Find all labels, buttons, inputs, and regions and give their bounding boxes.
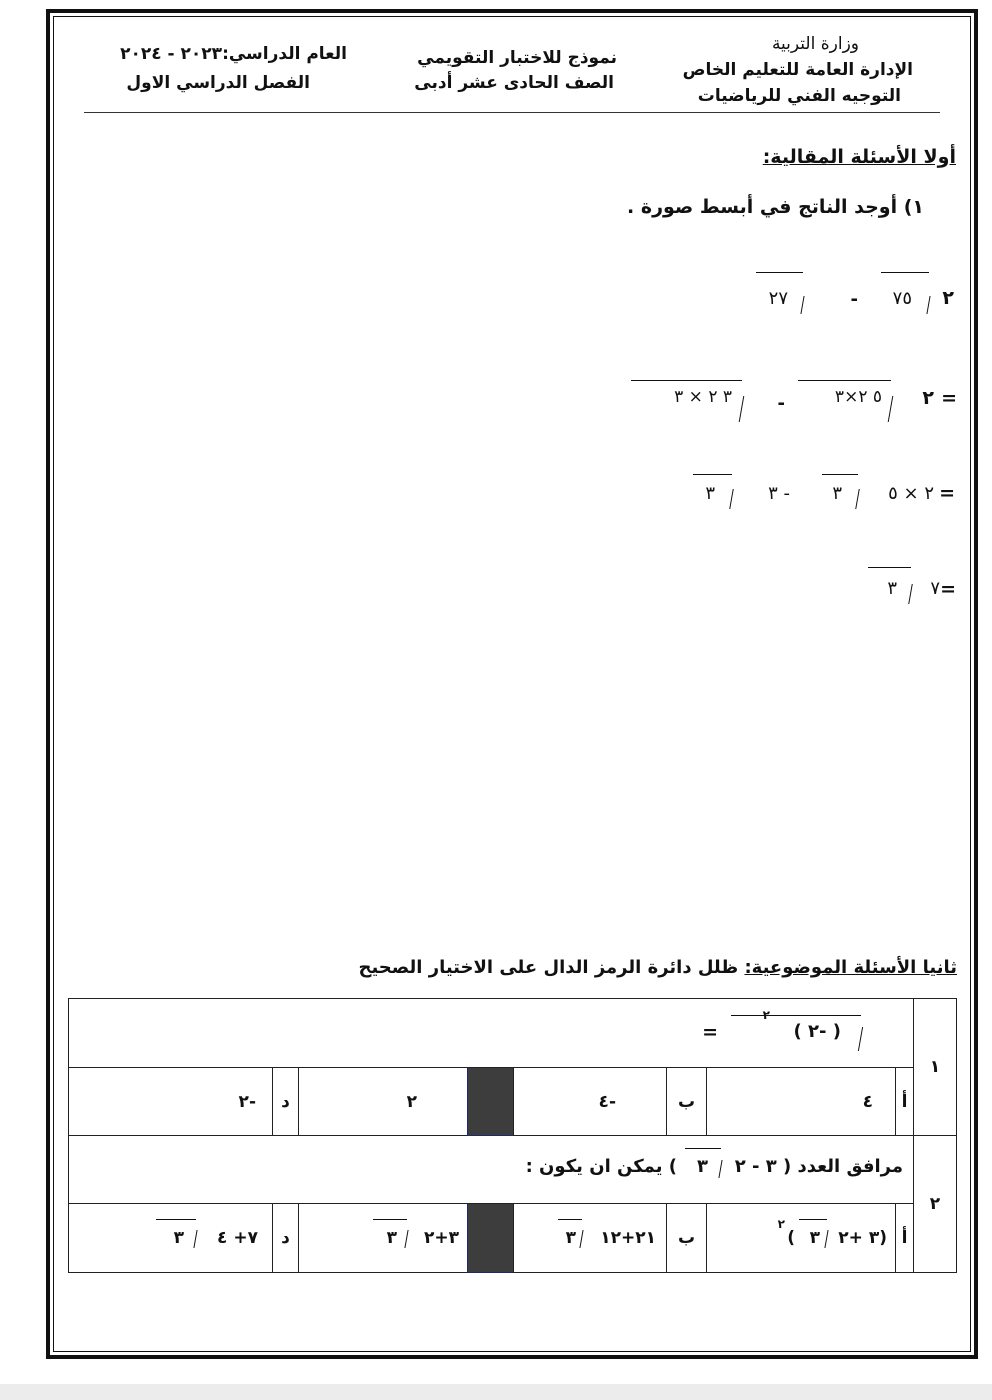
radical-sign-icon — [718, 1160, 722, 1178]
q2-number: ٢ — [914, 1136, 957, 1273]
q1-stem-eq: = — [702, 1021, 718, 1043]
objective-section-heading — [358, 959, 957, 977]
step3-coef: ٢ × ٥ — [888, 483, 934, 504]
q2-option-d-text: ٧+ ٤ — [217, 1228, 258, 1248]
radical-sign-icon — [579, 1230, 583, 1248]
step1-coef: ٢ — [942, 287, 954, 309]
q2-stem-rad: ٣ — [697, 1156, 708, 1177]
mcq-table — [68, 998, 957, 1273]
radical-bar — [822, 474, 858, 475]
q2-stem-post: ) يمكن ان يكون : — [525, 1156, 677, 1177]
q1-number: ١ — [914, 999, 957, 1136]
q2-option-a-rad: ٣ — [809, 1228, 820, 1248]
step3-eq: = — [939, 482, 955, 504]
step4-eq: = — [940, 578, 956, 600]
essay-section-title: أولا الأسئلة المقالية: — [762, 146, 956, 168]
q2-option-b[interactable] — [514, 1204, 667, 1273]
grade-label: الصف الحادى عشر أدبى — [414, 73, 614, 93]
exam-title: نموذج للاختبار التقويمي — [417, 48, 617, 68]
step2-rad2: ٣ ٢ × ٣ — [674, 387, 732, 407]
step1-rad2: ٢٧ — [768, 288, 788, 309]
q1-stem-exp: ٢ — [762, 1008, 770, 1022]
q1-options-row — [69, 1068, 957, 1136]
step1-rad1: ٧٥ — [892, 288, 912, 309]
q2-option-d[interactable] — [69, 1204, 273, 1273]
step2-op: - — [777, 393, 785, 414]
page-bottom-band — [0, 1384, 992, 1400]
radical-bar — [798, 380, 891, 381]
radical-bar — [558, 1219, 582, 1220]
radical-bar — [881, 272, 929, 273]
q1-option-d-letter[interactable]: د — [273, 1068, 299, 1136]
step3-rad1: ٣ — [832, 483, 842, 504]
step1-op: - — [850, 289, 858, 310]
q2-options-row — [69, 1204, 957, 1273]
q1-option-c[interactable]: ٢ — [299, 1068, 468, 1136]
q2-option-d-letter[interactable]: د — [273, 1204, 299, 1273]
q2-stem-row — [69, 1136, 957, 1204]
radical-bar — [693, 474, 732, 475]
q2-option-c-letter-shaded[interactable] — [468, 1204, 514, 1273]
q1-stem-row — [69, 999, 957, 1068]
q2-option-b-text: ٢١+١٢ — [600, 1228, 656, 1248]
header-divider — [84, 112, 940, 113]
q1-option-d[interactable]: -٢ — [69, 1068, 273, 1136]
question-1-prompt: ١) أوجد الناتج في أبسط صورة . — [627, 196, 924, 218]
q2-option-a-letter[interactable]: أ — [896, 1204, 914, 1273]
q2-option-a-text: (٣ +٢ — [838, 1228, 887, 1248]
radical-bar — [868, 567, 911, 568]
q2-option-d-rad: ٣ — [173, 1228, 184, 1248]
q2-option-a[interactable] — [707, 1204, 896, 1273]
ministry-name: وزارة التربية — [771, 34, 859, 54]
radical-sign-icon — [858, 1027, 863, 1051]
q1-option-a-letter[interactable]: أ — [896, 1068, 914, 1136]
radical-bar — [373, 1219, 407, 1220]
directorate-name: الإدارة العامة للتعليم الخاص — [682, 60, 913, 80]
radical-sign-icon — [193, 1230, 197, 1248]
q2-option-c-rad: ٣ — [386, 1228, 397, 1248]
step3-op: - ٣ — [768, 483, 790, 504]
radical-bar — [799, 1219, 827, 1220]
q2-option-a-exp: ٢ — [777, 1217, 785, 1231]
q2-option-a-post: ) — [787, 1228, 795, 1248]
step3-rad2: ٣ — [705, 483, 715, 504]
radical-bar — [685, 1148, 721, 1149]
q1-option-b-letter[interactable]: ب — [667, 1068, 707, 1136]
q1-option-a[interactable]: ٤ — [707, 1068, 896, 1136]
math-supervision: التوجيه الفني للرياضيات — [697, 86, 901, 106]
radical-bar — [631, 380, 742, 381]
semester-label: الفصل الدراسي الاول — [126, 73, 310, 93]
radical-sign-icon — [404, 1230, 408, 1248]
q2-stem — [69, 1136, 914, 1204]
q1-stem-inner: ( -٢ ) — [793, 1021, 841, 1042]
q1-stem — [69, 999, 914, 1068]
radical-bar — [731, 1015, 861, 1016]
objective-instruction: ظلل دائرة الرمز الدال على الاختيار الصحيح — [358, 957, 745, 978]
radical-bar — [756, 272, 803, 273]
radical-bar — [156, 1219, 196, 1220]
academic-year: العام الدراسي:٢٠٢٣ - ٢٠٢٤ — [120, 44, 347, 64]
q2-option-c-text: ٣+٢ — [423, 1228, 459, 1248]
q2-option-b-letter[interactable]: ب — [667, 1204, 707, 1273]
step2-coef: ٢ — [922, 387, 934, 409]
step2-rad1: ٥ ٢×٣ — [834, 387, 882, 407]
step2-eq: = — [941, 387, 957, 409]
q1-option-c-letter-shaded[interactable] — [468, 1068, 514, 1136]
q2-stem-pre: مرافق العدد ( ٣ - ٢ — [734, 1156, 903, 1177]
step4-rad: ٣ — [887, 578, 897, 599]
q1-option-b[interactable]: -٤ — [514, 1068, 667, 1136]
q2-option-c[interactable] — [299, 1204, 468, 1273]
q2-option-b-rad: ٣ — [565, 1228, 576, 1248]
radical-sign-icon — [824, 1230, 828, 1248]
objective-section-title: ثانيا الأسئلة الموضوعية: — [744, 957, 957, 978]
step4-coef: ٧ — [930, 578, 940, 599]
